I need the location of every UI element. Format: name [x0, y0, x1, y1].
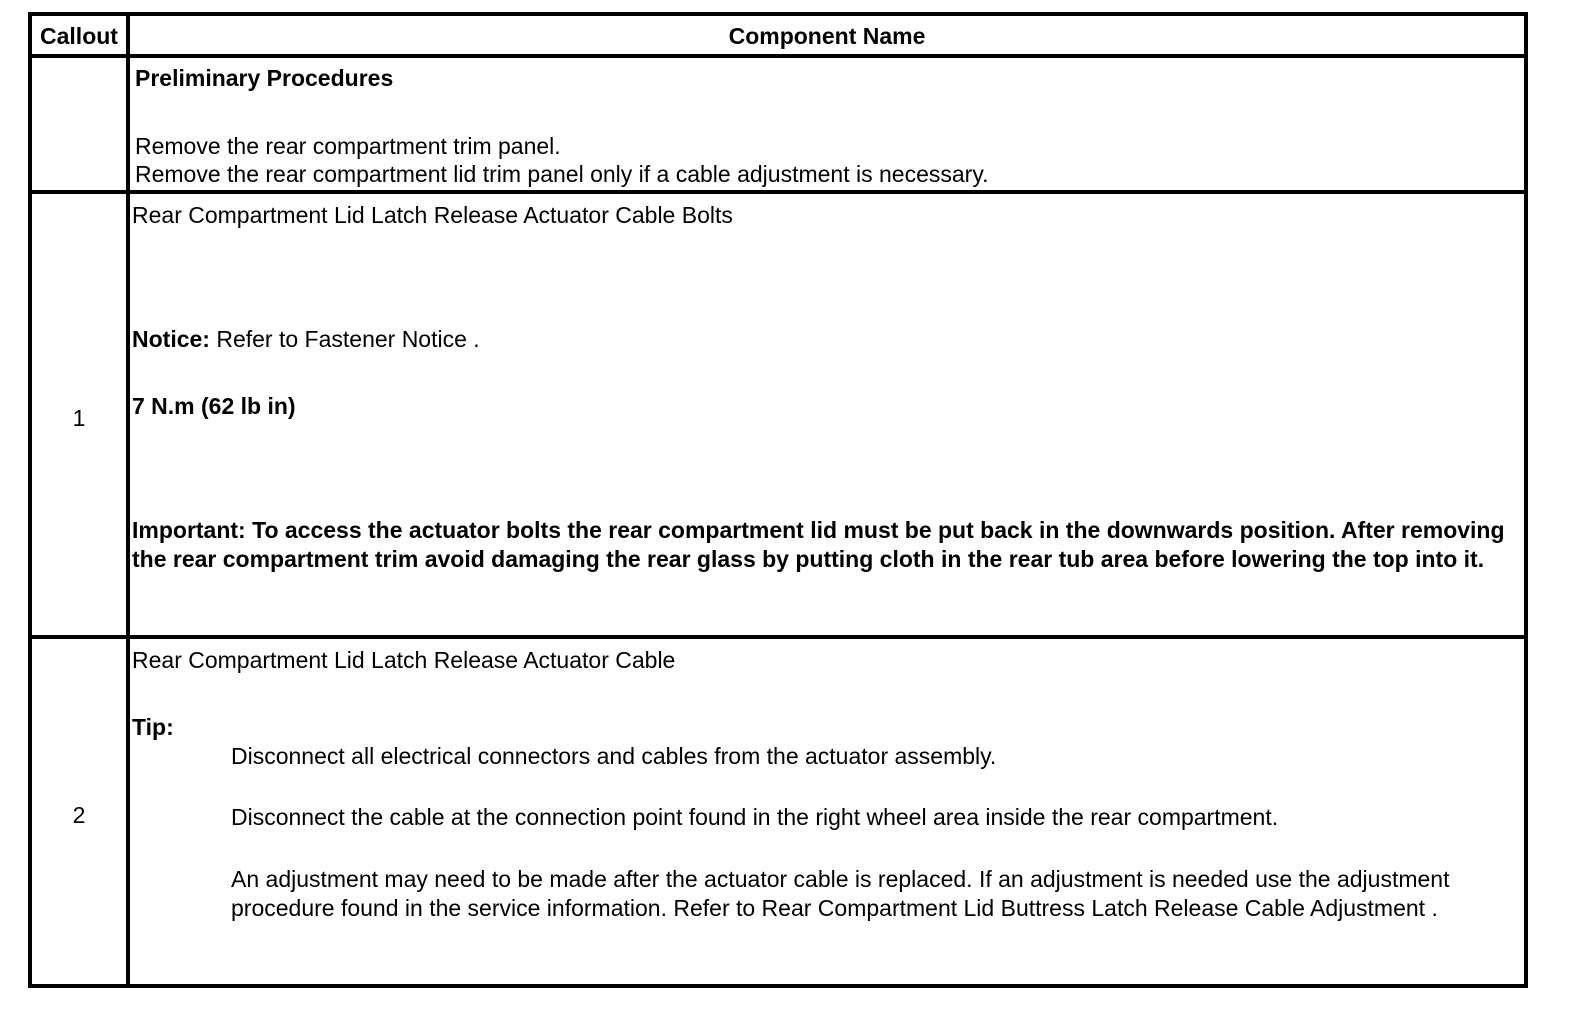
tip-item: An adjustment may need to be made after the actuator cable is replaced. If an adjustment is needed use the adjustment procedure found in the service information. Refer to Rear Compartment Lid Buttress Latch Release Cable Adjustment .	[231, 866, 1450, 921]
row-divider	[32, 635, 1524, 639]
component-name: Rear Compartment Lid Latch Release Actuator Cable	[132, 647, 676, 673]
callout-number: 1	[72, 405, 86, 431]
procedure-table	[28, 12, 1528, 988]
notice-text: Refer to Fastener Notice .	[209, 326, 480, 352]
tip-label: Tip:	[132, 714, 174, 740]
header-divider	[32, 54, 1524, 58]
notice-line	[132, 325, 480, 354]
torque-spec: 7 N.m (62 lb in)	[132, 393, 296, 419]
preliminary-title: Preliminary Procedures	[135, 65, 394, 91]
preliminary-step: Remove the rear compartment lid trim panel only if a cable adjustment is necessary.	[135, 161, 989, 187]
component-name: Rear Compartment Lid Latch Release Actuator Cable Bolts	[132, 202, 733, 228]
notice-label: Notice:	[132, 326, 210, 352]
important-note: Important: To access the actuator bolts the rear compartment lid must be put back in the downwards position. After removing the rear compartment trim avoid damaging the rear glass by putting cloth in the rear tub area before lowering the top into it.	[132, 517, 1505, 572]
tip-item: Disconnect the cable at the connection point found in the right wheel area inside the rear compartment.	[231, 804, 1279, 830]
column-divider	[126, 16, 130, 984]
column-header-component-name: Component Name	[728, 23, 926, 49]
row-divider	[32, 190, 1524, 194]
tip-item: Disconnect all electrical connectors and cables from the actuator assembly.	[231, 743, 997, 769]
preliminary-step: Remove the rear compartment trim panel.	[135, 133, 561, 159]
callout-number: 2	[72, 802, 86, 828]
column-header-callout: Callout	[40, 23, 118, 49]
